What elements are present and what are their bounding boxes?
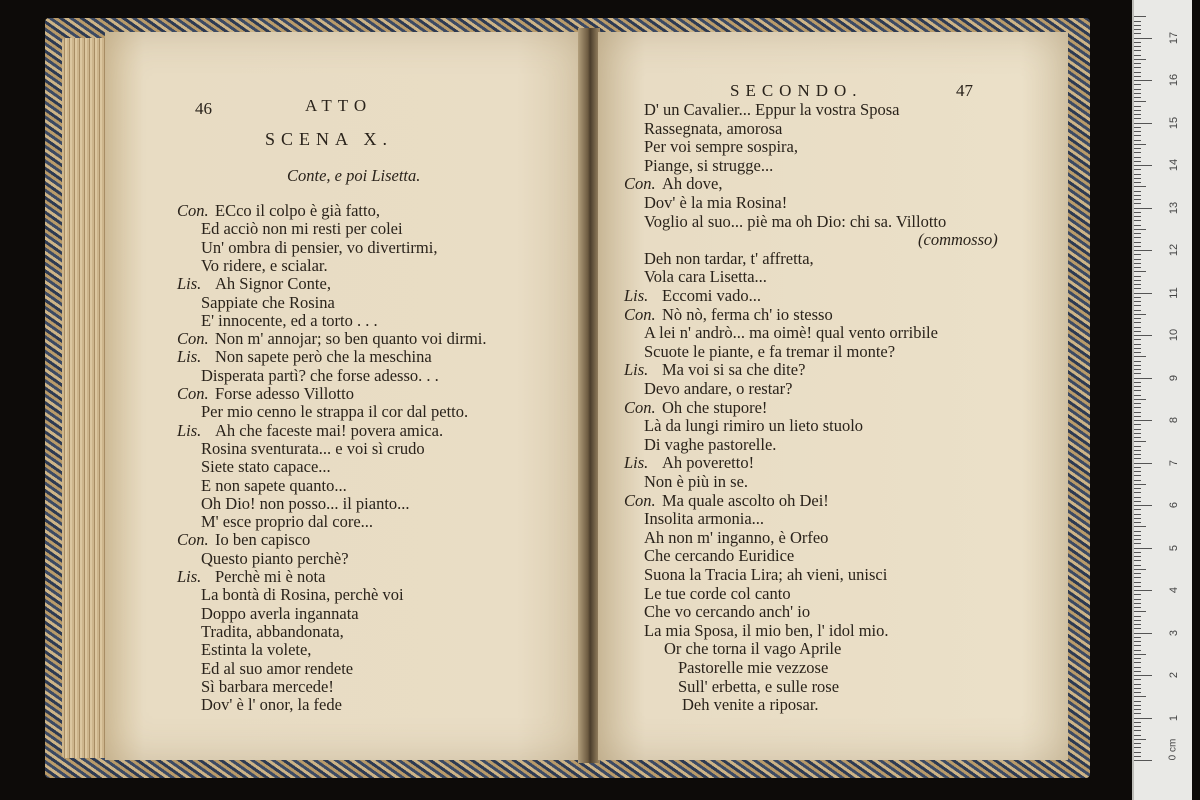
ruler-tick xyxy=(1134,233,1141,234)
ruler-tick xyxy=(1134,565,1141,566)
ruler-tick xyxy=(1134,293,1152,294)
ruler-tick xyxy=(1134,641,1141,642)
ruler-tick xyxy=(1134,552,1141,553)
verse-line: Devo andare, o restar? xyxy=(644,379,793,398)
verse-line: Nò nò, ferma ch' io stesso xyxy=(662,304,833,324)
verse-line: Ma voi si sa che dite? xyxy=(662,360,806,380)
right-folio: 47 xyxy=(956,81,973,100)
verse-line: Non sapete però che la meschina xyxy=(215,347,432,367)
ruler-tick xyxy=(1134,514,1141,515)
ruler-tick xyxy=(1134,650,1141,651)
ruler-tick xyxy=(1134,709,1141,710)
verse-line: Pastorelle mie vezzose xyxy=(678,658,829,677)
ruler-tick xyxy=(1134,352,1141,353)
ruler-tick xyxy=(1134,318,1141,319)
page-edges xyxy=(62,38,107,758)
ruler-tick xyxy=(1134,157,1141,158)
verse-line: Dov' è la mia Rosina! xyxy=(644,193,788,212)
ruler-tick xyxy=(1134,624,1141,625)
ruler-tick xyxy=(1134,106,1141,107)
ruler-tick xyxy=(1134,246,1141,247)
verse-line: M' esce proprio dal core... xyxy=(201,512,374,532)
verse-line: Ah poveretto! xyxy=(662,453,755,473)
verse-line: Tradita, abbandonata, xyxy=(201,621,344,641)
ruler-tick xyxy=(1134,220,1141,221)
verse-line: Ah Signor Conte, xyxy=(215,274,331,294)
ruler-tick xyxy=(1134,114,1141,115)
ruler-tick xyxy=(1134,67,1141,68)
speaker-label: Con. xyxy=(177,384,209,403)
verse-line: Che vo cercando anch' io xyxy=(644,602,811,622)
ruler-tick xyxy=(1134,284,1141,285)
ruler-tick xyxy=(1134,276,1141,277)
verse-line: La bontà di Rosina, perchè voi xyxy=(201,585,404,605)
ruler-tick xyxy=(1134,488,1141,489)
verse-line: Suona la Tracia Lira; ah vieni, unisci xyxy=(644,565,888,584)
ruler-tick xyxy=(1134,573,1141,574)
ruler-tick xyxy=(1134,692,1141,693)
speaker-label: Con. xyxy=(177,329,209,349)
verse-line: Sì barbara mercede! xyxy=(201,676,334,696)
ruler-tick xyxy=(1134,314,1146,315)
ruler-tick xyxy=(1134,705,1141,706)
ruler-tick xyxy=(1134,611,1146,612)
ruler-number: 5 xyxy=(1168,544,1180,551)
ruler-tick xyxy=(1134,654,1146,655)
verse-line: Deh venite a riposar. xyxy=(682,695,819,715)
ruler-tick xyxy=(1134,718,1152,719)
ruler-number: 6 xyxy=(1168,501,1180,509)
speaker-label: Lis. xyxy=(624,286,649,305)
ruler-tick xyxy=(1134,344,1141,345)
ruler-tick xyxy=(1134,288,1141,289)
ruler-tick xyxy=(1134,237,1141,238)
ruler-tick xyxy=(1134,560,1141,561)
ruler-tick xyxy=(1134,420,1152,421)
verse-line: Rosina sventurata... e voi sì crudo xyxy=(201,438,425,458)
ruler-tick xyxy=(1134,25,1141,26)
ruler-tick xyxy=(1134,365,1141,366)
ruler-tick xyxy=(1134,127,1141,128)
ruler-tick xyxy=(1134,696,1146,697)
ruler-tick xyxy=(1134,726,1141,727)
verse-line: Scuote le piante, e fa tremar il monte? xyxy=(644,341,896,361)
ruler-tick xyxy=(1134,662,1141,663)
ruler-tick xyxy=(1134,760,1152,761)
speaker-label: Lis. xyxy=(177,420,202,440)
ruler-tick xyxy=(1134,152,1141,153)
ruler-tick xyxy=(1134,331,1141,332)
verse-line: Forse adesso Villotto xyxy=(215,384,354,403)
ruler-tick xyxy=(1134,250,1152,251)
ruler-number: 11 xyxy=(1168,286,1180,299)
ruler-tick xyxy=(1134,628,1141,629)
verse-line: Ah che faceste mai! povera amica. xyxy=(215,420,444,440)
ruler-tick xyxy=(1134,548,1152,549)
ruler-tick xyxy=(1134,339,1141,340)
left-page xyxy=(105,32,590,760)
right-running-head: SECONDO. xyxy=(730,81,863,100)
verse-line: Disperata partì? che forse adesso. . . xyxy=(201,365,439,385)
ruler-number: 3 xyxy=(1168,629,1180,636)
verse-line: Voglio al suo... piè ma oh Dio: chi sa. Villotto xyxy=(644,211,947,231)
verse-line: Perchè mi è nota xyxy=(215,567,326,586)
ruler-tick xyxy=(1134,16,1146,17)
ruler-tick xyxy=(1134,747,1141,748)
speaker-label: Lis. xyxy=(624,360,649,380)
ruler-tick xyxy=(1134,348,1141,349)
ruler-tick xyxy=(1134,467,1141,468)
ruler-tick xyxy=(1134,42,1141,43)
verse-line: Non è più in se. xyxy=(644,472,749,491)
ruler-tick xyxy=(1134,386,1141,387)
ruler-number: 16 xyxy=(1168,73,1180,87)
ruler-tick xyxy=(1134,297,1141,298)
verse-line: Insolita armonia... xyxy=(644,509,765,529)
speaker-label: Con. xyxy=(624,397,656,417)
ruler-tick xyxy=(1134,305,1141,306)
verse-line: E' innocente, ed a torto . . . xyxy=(201,310,378,330)
verse-line: Che cercando Euridice xyxy=(644,546,795,566)
ruler-tick xyxy=(1134,203,1141,204)
ruler-tick xyxy=(1134,33,1141,34)
ruler-tick xyxy=(1134,446,1141,447)
ruler-tick xyxy=(1134,671,1141,672)
ruler-tick xyxy=(1134,458,1141,459)
ruler-tick xyxy=(1134,174,1141,175)
ruler-tick xyxy=(1134,21,1141,22)
ruler-unit: 0 cm xyxy=(1167,738,1179,761)
ruler-tick xyxy=(1134,590,1152,591)
speaker-label: Con. xyxy=(177,530,209,550)
verse-line: Ma quale ascolto oh Dei! xyxy=(662,490,829,510)
verse-line: D' un Cavalier... Eppur la vostra Sposa xyxy=(644,100,900,119)
ruler-tick xyxy=(1134,310,1141,311)
ruler-number: 1 xyxy=(1168,714,1180,721)
measuring-ruler xyxy=(1132,0,1192,800)
ruler-tick xyxy=(1134,259,1141,260)
book-gutter xyxy=(578,28,600,763)
ruler-tick xyxy=(1134,72,1141,73)
ruler-tick xyxy=(1134,577,1141,578)
left-folio: 46 xyxy=(195,99,212,118)
left-running-head: ATTO xyxy=(305,96,373,115)
ruler-number: 13 xyxy=(1168,201,1180,214)
ruler-tick xyxy=(1134,739,1146,740)
ruler-tick xyxy=(1134,123,1152,124)
right-page xyxy=(598,32,1068,760)
ruler-tick xyxy=(1134,484,1146,485)
ruler-tick xyxy=(1134,93,1141,94)
ruler-tick xyxy=(1134,216,1141,217)
verse-line: Io ben capisco xyxy=(215,530,311,550)
ruler-tick xyxy=(1134,599,1141,600)
speaker-label: Con. xyxy=(624,174,656,194)
ruler-tick xyxy=(1134,382,1141,383)
ruler-tick xyxy=(1134,403,1141,404)
ruler-tick xyxy=(1134,395,1141,396)
ruler-tick xyxy=(1134,497,1141,498)
verse-line: A lei n' andrò... ma oimè! qual vento orribile xyxy=(644,323,938,343)
verse-line: Or che torna il vago Aprile xyxy=(664,639,842,659)
verse-line: Sappiate che Rosina xyxy=(201,292,335,312)
ruler-tick xyxy=(1134,50,1141,51)
ruler-tick xyxy=(1134,743,1141,744)
ruler-tick xyxy=(1134,110,1141,111)
verse-line: Per voi sempre sospira, xyxy=(644,137,798,157)
verse-line: Siete stato capace... xyxy=(201,457,331,477)
ruler-tick xyxy=(1134,701,1141,702)
ruler-tick xyxy=(1134,407,1141,408)
ruler-tick xyxy=(1134,242,1141,243)
ruler-tick xyxy=(1134,637,1141,638)
ruler-tick xyxy=(1134,633,1152,634)
ruler-tick xyxy=(1134,356,1146,357)
ruler-tick xyxy=(1134,756,1141,757)
ruler-tick xyxy=(1134,390,1141,391)
ruler-tick xyxy=(1134,131,1141,132)
ruler-tick xyxy=(1134,361,1141,362)
ruler-tick xyxy=(1134,373,1141,374)
ruler-number: 2 xyxy=(1168,671,1180,679)
ruler-tick xyxy=(1134,412,1141,413)
ruler-tick xyxy=(1134,29,1141,30)
ruler-number: 8 xyxy=(1168,416,1180,424)
ruler-tick xyxy=(1134,378,1152,379)
ruler-tick xyxy=(1134,437,1141,438)
ruler-tick xyxy=(1134,543,1141,544)
ruler-tick xyxy=(1134,535,1141,536)
ruler-tick xyxy=(1134,178,1141,179)
verse-line: ECco il colpo è già fatto, xyxy=(215,201,380,220)
ruler-tick xyxy=(1134,475,1141,476)
verse-line: Oh Dio! non posso... il pianto... xyxy=(201,493,410,513)
ruler-tick xyxy=(1134,416,1141,417)
ruler-tick xyxy=(1134,569,1146,570)
ruler-tick xyxy=(1134,101,1146,102)
ruler-tick xyxy=(1134,208,1152,209)
ruler-tick xyxy=(1134,582,1141,583)
verse-line: Le tue corde col canto xyxy=(644,583,791,603)
verse-line: E non sapete quanto... xyxy=(201,475,347,495)
ruler-tick xyxy=(1134,165,1152,166)
ruler-tick xyxy=(1134,229,1146,230)
ruler-tick xyxy=(1134,688,1141,689)
ruler-tick xyxy=(1134,492,1141,493)
ruler-tick xyxy=(1134,531,1141,532)
ruler-tick xyxy=(1134,38,1152,39)
ruler-tick xyxy=(1134,144,1146,145)
verse-line: Sull' erbetta, e sulle rose xyxy=(678,676,840,696)
ruler-tick xyxy=(1134,169,1141,170)
ruler-tick xyxy=(1134,684,1141,685)
ruler-tick xyxy=(1134,199,1141,200)
ruler-tick xyxy=(1134,140,1141,141)
verse-line: Per mio cenno le strappa il cor dal petto. xyxy=(201,402,469,422)
speaker-label: Con. xyxy=(624,490,656,510)
ruler-number: 4 xyxy=(1168,586,1180,594)
verse-line: Questo pianto perchè? xyxy=(201,548,349,568)
verse-line: (commosso) xyxy=(918,230,998,250)
ruler-number: 9 xyxy=(1168,374,1180,381)
ruler-tick xyxy=(1134,735,1141,736)
speaker-label: Lis. xyxy=(624,453,649,473)
ruler-tick xyxy=(1134,429,1141,430)
verse-line: Piange, si strugge... xyxy=(644,155,774,175)
ruler-tick xyxy=(1134,667,1141,668)
verse-line: Di vaghe pastorelle. xyxy=(644,434,777,454)
ruler-number: 10 xyxy=(1168,328,1180,342)
verse-line: Oh che stupore! xyxy=(662,397,768,417)
ruler-tick xyxy=(1134,471,1141,472)
ruler-tick xyxy=(1134,509,1141,510)
ruler-number: 17 xyxy=(1168,31,1180,44)
speaker-label: Lis. xyxy=(177,347,202,367)
ruler-tick xyxy=(1134,267,1141,268)
ruler-tick xyxy=(1134,620,1141,621)
ruler-tick xyxy=(1134,518,1141,519)
ruler-tick xyxy=(1134,441,1146,442)
ruler-tick xyxy=(1134,556,1141,557)
verse-line: Ah non m' inganno, è Orfeo xyxy=(644,527,829,547)
ruler-number: 7 xyxy=(1168,459,1180,466)
ruler-tick xyxy=(1134,713,1141,714)
ruler-tick xyxy=(1134,135,1141,136)
ruler-tick xyxy=(1134,195,1141,196)
ruler-tick xyxy=(1134,586,1141,587)
ruler-tick xyxy=(1134,263,1141,264)
verse-line: La mia Sposa, il mio ben, l' idol mio. xyxy=(644,620,889,640)
verse-line: Ah dove, xyxy=(662,174,723,194)
ruler-tick xyxy=(1134,271,1146,272)
ruler-number: 12 xyxy=(1168,243,1180,257)
ruler-tick xyxy=(1134,675,1152,676)
ruler-tick xyxy=(1134,182,1141,183)
ruler-tick xyxy=(1134,594,1141,595)
ruler-tick xyxy=(1134,501,1141,502)
speaker-label: Lis. xyxy=(177,567,202,586)
ruler-tick xyxy=(1134,658,1141,659)
ruler-number: 15 xyxy=(1168,116,1180,129)
ruler-tick xyxy=(1134,212,1141,213)
ruler-tick xyxy=(1134,59,1146,60)
ruler-tick xyxy=(1134,254,1141,255)
ruler-tick xyxy=(1134,191,1141,192)
verse-line: Deh non tardar, t' affretta, xyxy=(644,248,814,268)
ruler-tick xyxy=(1134,327,1141,328)
ruler-tick xyxy=(1134,161,1141,162)
ruler-tick xyxy=(1134,730,1141,731)
verse-line: Vola cara Lisetta... xyxy=(644,267,767,287)
ruler-tick xyxy=(1134,607,1141,608)
ruler-tick xyxy=(1134,76,1141,77)
ruler-tick xyxy=(1134,89,1141,90)
ruler-tick xyxy=(1134,80,1152,81)
ruler-tick xyxy=(1134,505,1152,506)
ruler-tick xyxy=(1134,46,1141,47)
ruler-tick xyxy=(1134,679,1141,680)
verse-line: Vo ridere, e scialar. xyxy=(201,255,328,275)
ruler-tick xyxy=(1134,186,1146,187)
ruler-tick xyxy=(1134,225,1141,226)
ruler-tick xyxy=(1134,450,1141,451)
ruler-tick xyxy=(1134,645,1141,646)
verse-line: Eccomi vado... xyxy=(662,286,761,305)
verse-line: Non m' annojar; so ben quanto voi dirmi. xyxy=(215,329,487,349)
ruler-tick xyxy=(1134,454,1141,455)
scene-characters: Conte, e poi Lisetta. xyxy=(287,166,421,185)
ruler-tick xyxy=(1134,539,1141,540)
ruler-tick xyxy=(1134,526,1146,527)
ruler-tick xyxy=(1134,97,1141,98)
verse-line: Doppo averla ingannata xyxy=(201,603,359,623)
verse-line: Ed al suo amor rendete xyxy=(201,658,354,678)
ruler-tick xyxy=(1134,752,1141,753)
ruler-tick xyxy=(1134,522,1141,523)
ruler-tick xyxy=(1134,424,1141,425)
ruler-tick xyxy=(1134,118,1141,119)
ruler-number: 14 xyxy=(1168,158,1180,172)
verse-line: Là da lungi rimiro un lieto stuolo xyxy=(644,416,864,436)
verse-line: Dov' è l' onor, la fede xyxy=(201,695,342,715)
verse-line: Un' ombra di pensier, vo divertirmi, xyxy=(201,237,438,257)
ruler-tick xyxy=(1134,335,1152,336)
ruler-tick xyxy=(1134,84,1141,85)
ruler-tick xyxy=(1134,616,1141,617)
ruler-tick xyxy=(1134,280,1141,281)
speaker-label: Lis. xyxy=(177,274,202,294)
speaker-label: Con. xyxy=(624,304,656,324)
ruler-tick xyxy=(1134,148,1141,149)
ruler-tick xyxy=(1134,399,1146,400)
ruler-tick xyxy=(1134,322,1141,323)
ruler-tick xyxy=(1134,480,1141,481)
ruler-tick xyxy=(1134,55,1141,56)
scene-heading: SCENA X. xyxy=(265,129,394,149)
verse-line: Ed acciò non mi resti per colei xyxy=(201,219,403,239)
ruler-tick xyxy=(1134,722,1141,723)
ruler-tick xyxy=(1134,603,1141,604)
ruler-tick xyxy=(1134,463,1152,464)
ruler-tick xyxy=(1134,433,1141,434)
ruler-tick xyxy=(1134,301,1141,302)
ruler-tick xyxy=(1134,63,1141,64)
ruler-tick xyxy=(1134,369,1141,370)
speaker-label: Con. xyxy=(177,201,209,220)
verse-line: Estinta la volete, xyxy=(201,640,312,660)
verse-line: Rassegnata, amorosa xyxy=(644,118,783,138)
